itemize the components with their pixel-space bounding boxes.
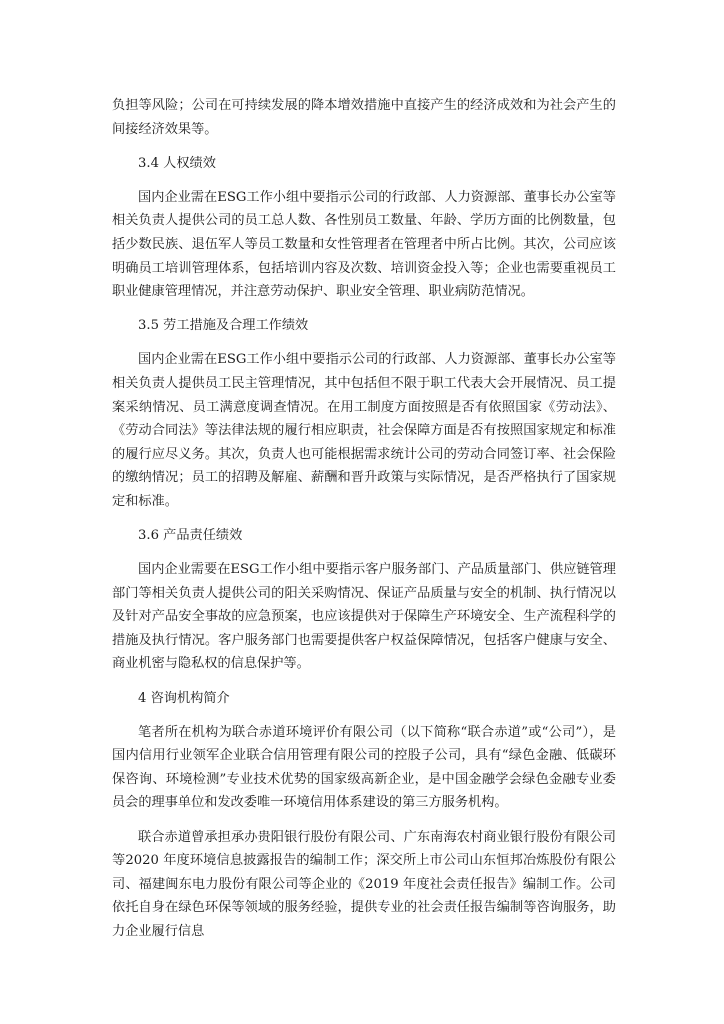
heading-3-5-labor: 3.5 劳工措施及合理工作绩效 xyxy=(138,318,309,334)
heading-4-consulting-agency: 4 咨询机构简介 xyxy=(138,690,230,706)
paragraph-product-responsibility: 国内企业需要在ESG工作小组中要指示客户服务部门、产品质量部门、供应链管理部门等相关负责人提供公司的阳关采购情况、保证产品质量与安全的机制、执行情况以及针对产品安全事故的应急预案，也应该提供对于保障生产环境安全、生产流程科学的措施及执行情况。客户服务部门也需要提供客户权益保障情况，包括客户健康与安全、商业机密与隐私权的信息保护等。 xyxy=(112,562,616,672)
paragraph-human-rights: 国内企业需在ESG工作小组中要指示公司的行政部、人力资源部、董事长办公室等相关负责人提供公司的员工总人数、各性别员工数量、年龄、学历方面的比例数量，包括少数民族、退伍军人等员工数量和女性管理者在管理者中所占比例。其次，公司应该明确员工培训管理体系，包括培训内容及次数、培训资金投入等；企业也需要重视员工职业健康管理情况，并注意劳动保护、职业安全管理、职业病防范情况。 xyxy=(112,189,616,300)
document-page xyxy=(112,94,616,944)
paragraph-agency-intro: 笔者所在机构为联合赤道环境评价有限公司（以下简称“联合赤道”或“公司”），是国内信用行业领军企业联合信用管理有限公司的控股子公司，具有“绿色金融、低碳环保咨询、环境检测”专业技术优势的国家级高新企业，是中国金融学会绿色金融专业委员会的理事单位和发改委唯一环境信用体系建设的第三方服务机构。 xyxy=(112,724,616,811)
heading-3-6-product-responsibility: 3.6 产品责任绩效 xyxy=(138,528,243,543)
paragraph-economic-continued: 负担等风险；公司在可持续发展的降本增效措施中直接产生的经济成效和为社会产生的间接经济效果等。 xyxy=(112,98,616,137)
paragraph-agency-experience: 联合赤道曾承担承办贵阳银行股份有限公司、广东南海农村商业银行股份有限公司等2020 年度环境信息披露报告的编制工作；深交所上市公司山东恒邦冶炼股份有限公司、福建闽东电力股份有限公司等企业的《2019 年度社会责任报告》编制工作。公司依托自身在绿色环保等领域的服务经验，提供专业的社会责任报告编制等咨询服务，助力企业履行信息 xyxy=(112,829,616,939)
heading-3-4-human-rights: 3.4 人权绩效 xyxy=(138,155,216,171)
paragraph-labor: 国内企业需在ESG工作小组中要指示公司的行政部、人力资源部、董事长办公室等相关负责人提供员工民主管理情况，其中包括但不限于职工代表大会开展情况、员工提案采纳情况、员工满意度调查情况。在用工制度方面按照是否有依照国家《劳动法》、《劳动合同法》等法律法规的履行相应职责，社会保障方面是否有按照国家规定和标准的履行应尽义务。其次，负责人也可能根据需求统计公司的劳动合同签订率、社会保险的缴纳情况；员工的招聘及解雇、薪酬和晋升政策与实际情况，是否严格执行了国家规定和标准。 xyxy=(112,352,616,509)
